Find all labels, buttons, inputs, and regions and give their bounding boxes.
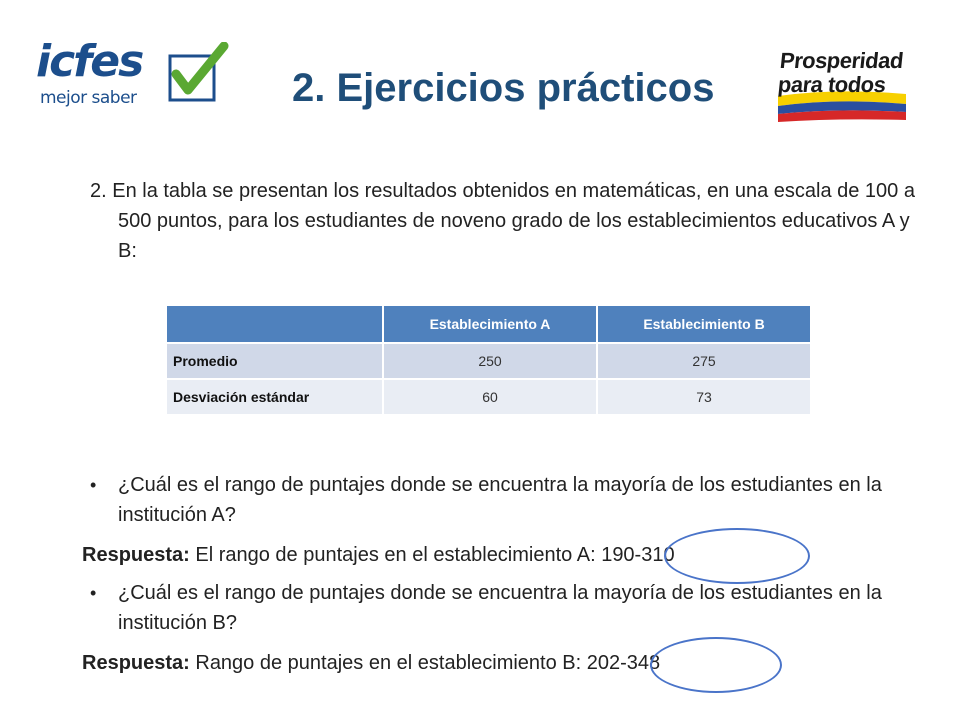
row-label: Desviación estándar <box>167 379 383 415</box>
table-row <box>167 343 811 379</box>
answer-b <box>82 648 660 678</box>
checkmark-icon <box>166 42 230 104</box>
answer-a-label: Respuesta: <box>82 544 190 566</box>
header-empty <box>167 306 383 343</box>
bullet-icon: • <box>90 475 97 495</box>
cell-a: 250 <box>383 343 597 379</box>
cell-b: 275 <box>597 343 811 379</box>
page-title: 2. Ejercicios prácticos <box>292 66 715 110</box>
question-text: 2. En la tabla se presentan los resultados obtenidos en matemáticas, en una escala de 100 a 500 puntos, para los estudiantes de noveno grado de los establecimientos educativos A y B: <box>90 180 915 262</box>
prosperidad-line1: Prosperidad <box>778 48 905 73</box>
question-b <box>90 578 928 638</box>
bullet-icon: • <box>90 583 97 603</box>
icfes-wordmark: icfes <box>36 36 143 87</box>
header-establecimiento-a: Establecimiento A <box>383 306 597 343</box>
results-table <box>167 306 812 416</box>
prosperidad-logo <box>772 44 912 126</box>
cell-b: 73 <box>597 379 811 415</box>
answer-b-text: Rango de puntajes en el establecimiento B: 202-348 <box>189 652 661 674</box>
answer-b-label: Respuesta: <box>82 652 190 674</box>
highlight-circle-a <box>664 528 810 584</box>
cell-a: 60 <box>383 379 597 415</box>
header-establecimiento-b: Establecimiento B <box>597 306 811 343</box>
question-a-text: ¿Cuál es el rango de puntajes donde se encuentra la mayoría de los estudiantes en la institución A? <box>118 474 882 526</box>
question-a <box>90 470 928 530</box>
table-header-row <box>167 306 811 343</box>
highlight-circle-b <box>650 637 782 693</box>
answer-a-text: El rango de puntajes en el establecimiento A: 190-310 <box>189 544 675 566</box>
answer-a <box>82 540 675 570</box>
prosperidad-line2: para todos <box>776 72 887 97</box>
row-label: Promedio <box>167 343 383 379</box>
icfes-tagline: mejor saber <box>40 88 137 108</box>
icfes-logo <box>36 36 230 112</box>
question-b-text: ¿Cuál es el rango de puntajes donde se encuentra la mayoría de los estudiantes en la institución B? <box>118 582 882 634</box>
table-row <box>167 379 811 415</box>
